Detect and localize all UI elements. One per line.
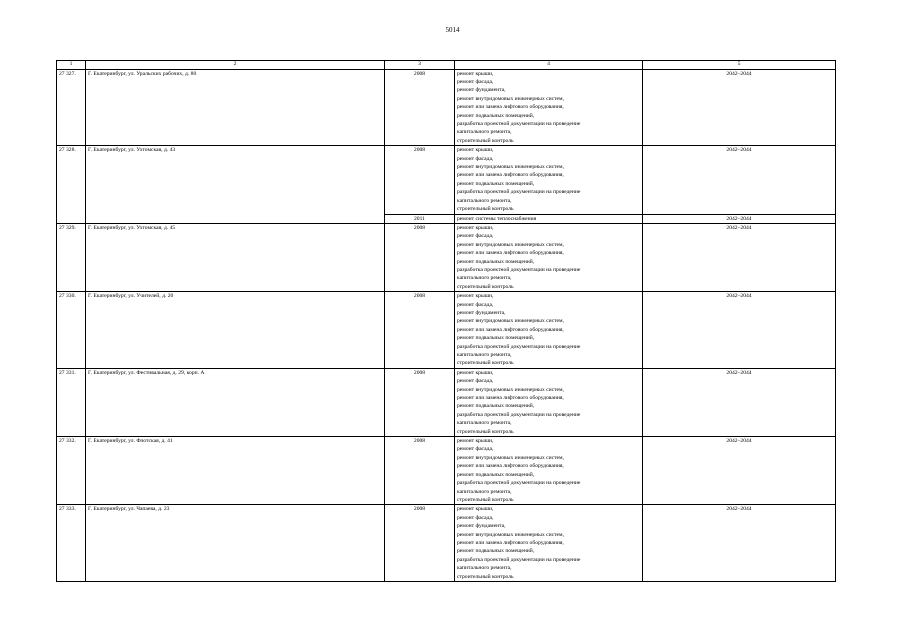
table-row [57,223,836,291]
work-item: разработка проектной документации на проведение [457,480,581,487]
work-item: разработка проектной документации на проведение [457,411,581,418]
table-row [57,146,836,214]
year-cell: 2008 [385,69,455,146]
work-item: ремонт внутридомовых инженерных систем, [457,386,564,393]
work-item: ремонт фасада, [457,446,494,453]
works-cell [455,368,643,436]
column-header: 4 [455,61,643,70]
work-item: ремонт или замена лифтового оборудования, [457,326,564,333]
work-item: ремонт крыши, [457,147,494,154]
work-item: капитального ремонта, [457,488,512,495]
work-item: ремонт внутридомовых инженерных систем, [457,241,564,248]
work-item: ремонт или замена лифтового оборудования, [457,539,564,546]
work-item: разработка проектной документации на проведение [457,189,581,196]
work-item: строительный контроль [457,283,514,290]
period-cell: 2042–2044 [643,292,836,369]
work-item: ремонт внутридомовых инженерных систем, [457,95,564,102]
address-cell: Г. Екатеринбург, ул. Уральских рабочих, д. 80 [86,69,385,146]
work-item: ремонт подвальных помещений, [457,180,535,187]
work-item: строительный контроль [457,428,514,435]
work-item: разработка проектной документации на проведение [457,121,581,128]
repair-schedule-table [56,60,836,582]
work-item: ремонт фасада, [457,514,494,521]
work-item: ремонт системы теплоснабжения [457,215,537,222]
work-item: ремонт крыши, [457,506,494,513]
work-item: ремонт или замена лифтового оборудования, [457,463,564,470]
column-header: 3 [385,61,455,70]
works-cell [455,69,643,146]
work-item: капитального ремонта, [457,565,512,572]
address-cell: Г. Екатеринбург, ул. Фестивальная, д. 29, корп. А [86,368,385,436]
column-header: 1 [57,61,86,70]
work-item: ремонт фасада, [457,378,494,385]
table-row [57,368,836,436]
address-cell: Г. Екатеринбург, ул. Чапаева, д. 23 [86,505,385,582]
work-item: ремонт внутридомовых инженерных систем, [457,531,564,538]
year-cell: 2008 [385,292,455,369]
year-cell: 2008 [385,505,455,582]
table-row [57,69,836,146]
works-cell [455,437,643,505]
work-item: ремонт фасада, [457,155,494,162]
work-item: капитального ремонта, [457,420,512,427]
work-item: ремонт внутридомовых инженерных систем, [457,164,564,171]
work-item: ремонт фасада, [457,301,494,308]
work-item: ремонт фундамента, [457,309,506,316]
work-item: ремонт или замена лифтового оборудования, [457,250,564,257]
period-cell: 2042–2044 [643,368,836,436]
address-cell: Г. Екатеринбург, ул. Ухтомская, д. 45 [86,223,385,291]
work-item: строительный контроль [457,573,514,580]
work-item: ремонт подвальных помещений, [457,471,535,478]
work-item: капитального ремонта, [457,197,512,204]
period-cell: 2042–2044 [643,69,836,146]
works-cell [455,146,643,214]
work-item: строительный контроль [457,206,514,213]
work-item: ремонт фасада, [457,233,494,240]
year-cell: 2008 [385,437,455,505]
table-row [57,292,836,369]
table-row [57,437,836,505]
work-item: строительный контроль [457,360,514,367]
works-cell [455,505,643,582]
period-cell: 2042–2044 [643,437,836,505]
work-item: ремонт крыши, [457,70,494,77]
work-item: капитального ремонта, [457,275,512,282]
work-item: ремонт фундамента, [457,87,506,94]
work-item: ремонт подвальных помещений, [457,112,535,119]
works-cell [455,214,643,223]
row-number: 27 327. [57,69,86,146]
year-cell: 2008 [385,368,455,436]
year-cell: 2008 [385,223,455,291]
column-header: 2 [86,61,385,70]
year-cell: 2008 [385,146,455,214]
page-number: 5014 [445,26,460,34]
work-item: ремонт подвальных помещений, [457,548,535,555]
work-item: ремонт внутридомовых инженерных систем, [457,454,564,461]
row-number: 27 332. [57,437,86,505]
work-item: ремонт подвальных помещений, [457,403,535,410]
row-number: 27 330. [57,292,86,369]
table-row [57,505,836,582]
work-item: ремонт или замена лифтового оборудования, [457,172,564,179]
work-item: ремонт крыши, [457,438,494,445]
works-cell [455,223,643,291]
work-item: строительный контроль [457,137,514,144]
row-number: 27 331. [57,368,86,436]
work-item: ремонт фундамента, [457,523,506,530]
period-cell: 2042–2044 [643,214,836,223]
period-cell: 2042–2044 [643,146,836,214]
row-number: 27 328. [57,146,86,224]
work-item: ремонт крыши, [457,369,494,376]
period-cell: 2042–2044 [643,505,836,582]
address-cell: Г. Екатеринбург, ул. Флотская, д. 41 [86,437,385,505]
work-item: разработка проектной документации на проведение [457,266,581,273]
work-item: ремонт крыши, [457,224,494,231]
work-item: ремонт подвальных помещений, [457,335,535,342]
work-item: строительный контроль [457,496,514,503]
address-cell: Г. Екатеринбург, ул. Учителей, д. 20 [86,292,385,369]
period-cell: 2042–2044 [643,223,836,291]
column-number-row [57,61,836,70]
row-number: 27 329. [57,223,86,291]
address-cell: Г. Екатеринбург, ул. Ухтомская, д. 43 [86,146,385,224]
work-item: ремонт внутридомовых инженерных систем, [457,318,564,325]
work-item: разработка проектной документации на проведение [457,556,581,563]
work-item: разработка проектной документации на проведение [457,343,581,350]
work-item: ремонт крыши, [457,293,494,300]
work-item: ремонт фасада, [457,79,494,85]
work-item: капитального ремонта, [457,352,512,358]
table-body [57,69,836,581]
work-item: ремонт подвальных помещений, [457,258,535,265]
column-header: 5 [643,61,836,70]
row-number: 27 333. [57,505,86,582]
work-item: капитального ремонта, [457,129,512,136]
work-item: ремонт или замена лифтового оборудования, [457,395,564,402]
year-cell: 2011 [385,214,455,223]
works-cell [455,292,643,369]
work-item: ремонт или замена лифтового оборудования, [457,104,564,111]
